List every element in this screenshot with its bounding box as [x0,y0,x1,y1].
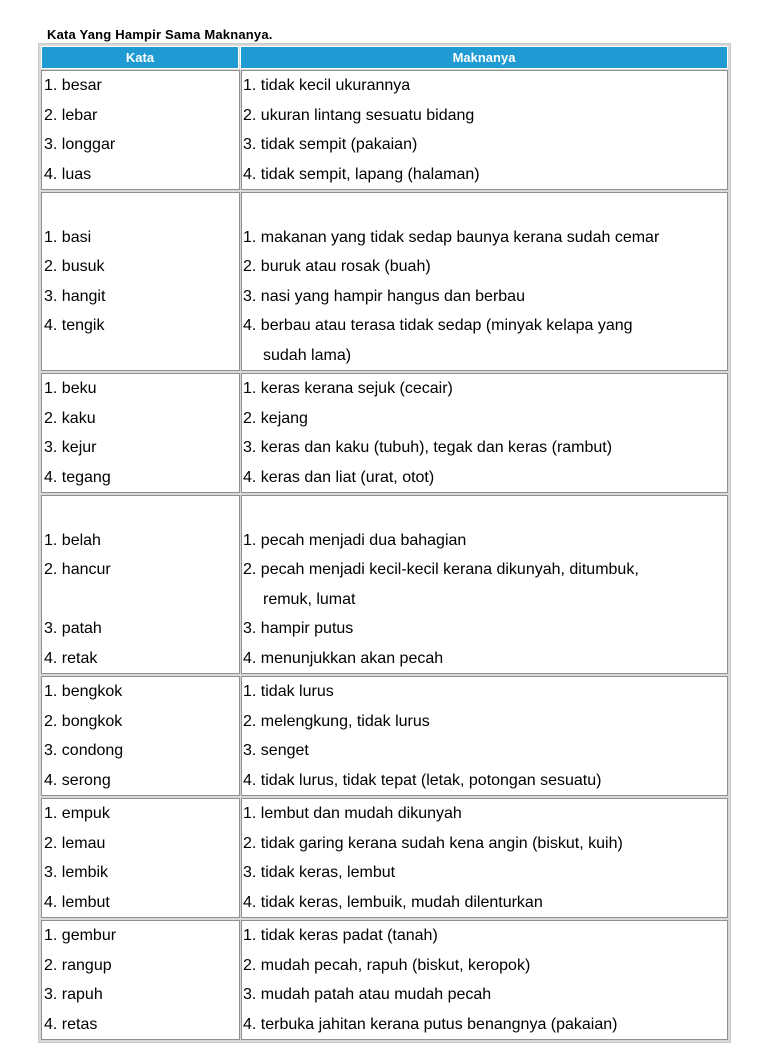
makna-cell [241,495,728,674]
meaning-line: 3. tidak sempit (pakaian) [243,136,418,153]
meaning-line [243,193,727,223]
meaning-line: 4. tidak lurus, tidak tepat (letak, potongan sesuatu) [243,771,602,789]
meaning-line: 3. keras dan kaku (tubuh), tegak dan keras (rambut) [243,439,613,456]
makna-cell [241,192,728,371]
kata-cell [41,70,240,190]
meaning-line: 4. keras dan liat (urat, otot) [243,468,435,486]
meaning-line: 2. ukuran lintang sesuatu bidang [243,106,475,124]
meaning-line: remuk, lumat [263,590,356,608]
makna-cell [241,798,728,918]
table-row [41,495,728,674]
word-line: 4. serong [44,771,111,789]
makna-cell [241,676,728,796]
header-kata: Kata [41,46,239,69]
meaning-line [243,496,727,526]
word-line [44,193,239,223]
header-makna: Maknanya [240,46,728,69]
word-line: 3. rapuh [44,986,103,1003]
table-row [41,676,728,796]
word-line: 1. besar [44,77,102,94]
word-line: 4. retak [44,649,98,667]
meaning-line: 2. kejang [243,409,308,427]
word-line: 3. longgar [44,136,116,153]
meaning-line: 1. tidak lurus [243,683,334,700]
meaning-line: 3. nasi yang hampir hangus dan berbau [243,287,525,305]
makna-cell [241,920,728,1040]
table-row [41,920,728,1040]
word-line: 2. hancur [44,561,111,578]
meaning-line: 4. menunjukkan akan pecah [243,649,444,667]
table-row [41,70,728,190]
word-line: 1. belah [44,531,101,549]
word-line: 2. lebar [44,106,98,124]
meaning-line: 4. berbau atau terasa tidak sedap (minyak kelapa yang [243,317,633,334]
word-line: 1. empuk [44,805,110,822]
word-line: 4. luas [44,165,92,183]
meaning-line: 3. hampir putus [243,620,354,637]
meaning-line: 4. tidak sempit, lapang (halaman) [243,165,480,183]
kata-cell [41,495,240,674]
word-line: 1. gembur [44,927,117,944]
makna-cell [241,70,728,190]
word-line: 3. lembik [44,864,109,881]
page-title: Kata Yang Hampir Sama Maknanya. [47,27,273,42]
table-row [41,798,728,918]
meaning-line: 1. tidak kecil ukurannya [243,77,411,94]
word-line: 1. basi [44,228,92,246]
kata-cell [41,373,240,493]
word-line: 2. kaku [44,409,96,427]
word-line [44,341,239,371]
word-line: 2. busuk [44,258,105,275]
word-line: 3. condong [44,742,124,759]
kata-cell [41,920,240,1040]
word-line: 3. kejur [44,439,97,456]
kata-cell [41,676,240,796]
table-header [41,46,728,69]
table-row [41,373,728,493]
meaning-line: 4. terbuka jahitan kerana putus benangnya (pakaian) [243,1015,618,1033]
meaning-line: 2. tidak garing kerana sudah kena angin (biskut, kuih) [243,834,623,852]
meaning-line: 1. lembut dan mudah dikunyah [243,805,462,822]
word-line: 3. patah [44,620,102,637]
meaning-line: sudah lama) [263,346,352,364]
kata-cell [41,192,240,371]
word-line [44,496,239,526]
meaning-line: 1. makanan yang tidak sedap baunya kerana sudah cemar [243,228,660,246]
word-meaning-table [38,43,731,1043]
meaning-line: 2. pecah menjadi kecil-kecil kerana dikunyah, ditumbuk, [243,561,639,578]
word-line: 1. beku [44,380,97,397]
meaning-line: 2. buruk atau rosak (buah) [243,258,431,275]
word-line: 2. rangup [44,956,112,974]
table-row [41,192,728,371]
word-line: 2. bongkok [44,712,123,730]
meaning-line: 1. tidak keras padat (tanah) [243,927,438,944]
meaning-line: 2. melengkung, tidak lurus [243,712,430,730]
word-line: 4. tengik [44,317,105,334]
kata-cell [41,798,240,918]
word-line: 3. hangit [44,287,106,305]
word-line: 4. tegang [44,468,111,486]
meaning-line: 1. keras kerana sejuk (cecair) [243,380,453,397]
makna-cell [241,373,728,493]
meaning-line: 3. mudah patah atau mudah pecah [243,986,492,1003]
meaning-line: 1. pecah menjadi dua bahagian [243,531,467,549]
word-line: 2. lemau [44,834,106,852]
meaning-line: 4. tidak keras, lembuik, mudah dilenturkan [243,893,543,911]
meaning-line: 3. tidak keras, lembut [243,864,396,881]
word-line [44,585,239,615]
meaning-line: 3. senget [243,742,309,759]
word-line: 1. bengkok [44,683,123,700]
word-line: 4. lembut [44,893,110,911]
word-line: 4. retas [44,1015,98,1033]
meaning-line: 2. mudah pecah, rapuh (biskut, keropok) [243,956,531,974]
table-body [39,70,730,1040]
